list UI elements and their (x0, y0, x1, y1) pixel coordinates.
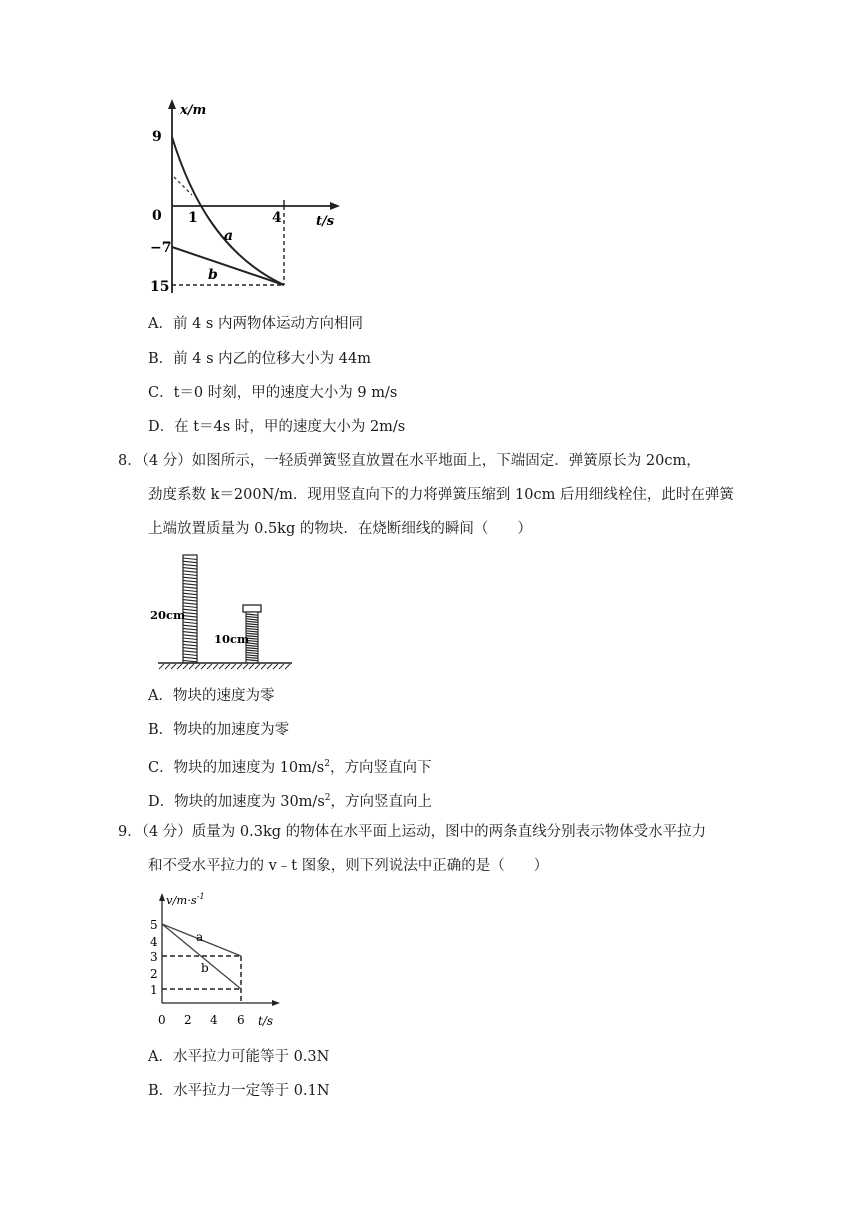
ground-hatch (231, 664, 236, 669)
ground-hatch (255, 664, 260, 669)
figure-v-t-graph (146, 890, 286, 1032)
x-tick-0: 0 (158, 1013, 166, 1027)
ground-hatch (183, 664, 188, 669)
figure-x-t-graph (150, 95, 350, 300)
ground-hatch (249, 664, 254, 669)
q8-option-c: C．物块的加速度为 $10m/s^2$，方向竖直向下 (148, 759, 432, 776)
ground-hatch (171, 664, 176, 669)
block (243, 605, 261, 612)
ground-hatch (261, 664, 266, 669)
x-axis-label: t/s (258, 1014, 274, 1028)
line-b-label: b (201, 961, 209, 975)
ground-hatch (273, 664, 278, 669)
ground-hatch (201, 664, 206, 669)
ground-hatch (207, 664, 212, 669)
ground-hatch (279, 664, 284, 669)
q7-option-b: B．前 4 s 内乙的位移大小为 44m (148, 351, 371, 367)
ground-hatch (243, 664, 248, 669)
x-tick-1: 1 (188, 210, 198, 226)
ground-hatch (195, 664, 200, 669)
y-tick-neg7: −7 (150, 240, 172, 256)
q8-option-b: B．物块的加速度为零 (148, 722, 290, 738)
y-tick-3: 3 (150, 950, 158, 964)
ground-hatch (159, 664, 164, 669)
x-axis-label: t/s (316, 214, 335, 229)
y-tick-5: 5 (150, 918, 158, 932)
x-tick-6: 6 (237, 1013, 245, 1027)
q7-option-a: A．前 4 s 内两物体运动方向相同 (148, 316, 363, 332)
x-tick-4: 4 (272, 210, 282, 226)
ground-hatch (219, 664, 224, 669)
q9-option-b: B．水平拉力一定等于 0.1N (148, 1083, 330, 1099)
y-axis-label: $v/m\cdot s^{-1}$ (166, 892, 205, 907)
line-b (172, 247, 284, 285)
y-tick-15: 15 (150, 279, 170, 295)
ground-hatch (165, 664, 170, 669)
q8-stem-line3: 上端放置质量为 0.5kg 的物块．在烧断细线的瞬间（ ） (148, 521, 532, 537)
figure-spring (150, 548, 300, 670)
y-tick-1: 1 (150, 983, 158, 997)
label-10cm: 10cm (214, 632, 250, 646)
ground-hatch (177, 664, 182, 669)
y-tick-0: 0 (152, 208, 162, 224)
line-a-label: a (196, 930, 204, 944)
ground-hatch (267, 664, 272, 669)
y-axis-label: x/m (180, 103, 207, 118)
q8-stem-line2: 劲度系数 k＝200N/m．现用竖直向下的力将弹簧压缩到 10cm 后用细线栓住，此时在弹簧 (148, 487, 734, 503)
y-tick-2: 2 (150, 967, 158, 981)
q9-stem-line1: 9．（4 分）质量为 0.3kg 的物体在水平面上运动，图中的两条直线分别表示物体受水平拉力 (118, 824, 707, 840)
q9-stem-line2: 和不受水平拉力的 v﹣t 图象，则下列说法中正确的是（ ） (148, 858, 549, 874)
ground-hatch (237, 664, 242, 669)
ground-hatch (213, 664, 218, 669)
y-tick-9: 9 (152, 129, 162, 145)
x-tick-4: 4 (210, 1013, 218, 1027)
q8-option-a: A．物块的速度为零 (148, 688, 275, 704)
y-tick-4: 4 (150, 935, 158, 949)
q7-option-d: D．在 t＝4s 时，甲的速度大小为 2m/s (148, 419, 406, 435)
q8-option-d: D．物块的加速度为 $30m/s^2$，方向竖直向上 (148, 793, 432, 810)
q9-option-a: A．水平拉力可能等于 0.3N (148, 1049, 330, 1065)
x-tick-2: 2 (184, 1013, 192, 1027)
ground-hatch (225, 664, 230, 669)
ground-hatch (285, 664, 290, 669)
q7-option-c: C．t＝0 时刻，甲的速度大小为 9 m/s (148, 385, 398, 401)
q8-stem-line1: 8．（4 分）如图所示，一轻质弹簧竖直放置在水平地面上，下端固定．弹簧原长为 20cm， (118, 453, 701, 469)
ground-hatch (189, 664, 194, 669)
label-20cm: 20cm (150, 608, 186, 622)
curve-a-label: a (224, 228, 234, 244)
curve-b-label: b (208, 267, 218, 283)
